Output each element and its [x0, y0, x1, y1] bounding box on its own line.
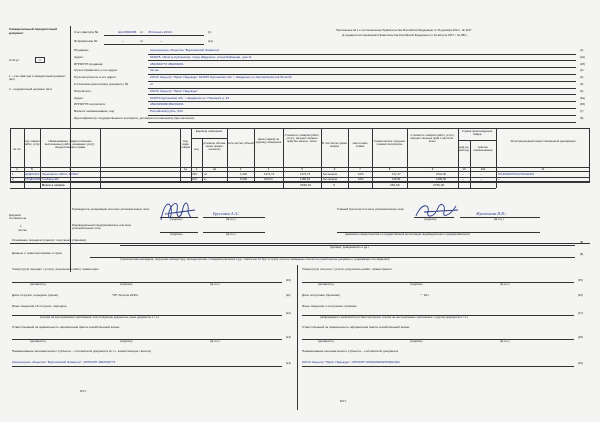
ref-15: [15]: [578, 278, 583, 282]
party-label: Идентификатор государственного контракта, договора (соглашения) (при наличии):: [74, 116, 195, 120]
status-box: 1: [35, 57, 45, 63]
basis-hint: (договор; доверенность и др.): [330, 245, 369, 249]
ref-19: [19]: [578, 361, 583, 365]
head-label: Руководитель организации или иное уполномоченное лицо: [72, 207, 150, 211]
left-entity-label: Наименование экономического субъекта – составителя документа (в т.ч. комиссионера / агента): [12, 349, 151, 353]
column-number: 4: [267, 167, 270, 171]
party-value: 641870 Курганская обл. г. Шадринск ул. Пионерск д. 64: [150, 95, 230, 100]
th-kind: Код вида товара: [181, 139, 190, 150]
party-ref: (7): [580, 109, 584, 114]
table-cell-cost-no-tax: 1168,18: [300, 177, 310, 181]
total-cost-tax: 2795,00: [433, 183, 445, 187]
party-label: Валюта: наименование, код: [74, 109, 115, 114]
table-cell-cost-tax: 1285,00: [436, 177, 447, 181]
table-cell-code: ГЛОДК0163: [25, 177, 41, 181]
right-position-hint: (должность): [318, 282, 334, 286]
th-cost-no-tax: Стоимость товаров (работ, услуг), имущест-венных прав без налога - всего: [284, 133, 320, 144]
ref-14: [14]: [286, 361, 291, 365]
doc-pages-label: Документ составлен на: [9, 213, 27, 221]
ref-18: [18]: [578, 335, 583, 339]
column-number: 5: [301, 167, 303, 171]
table-cell-qty: 5,000: [240, 177, 247, 181]
table-cell-unit-code: 163: [192, 177, 197, 181]
left-resp-position-hint: (должность): [30, 339, 46, 343]
ref-17: [17]: [578, 311, 583, 315]
party-ref: (3): [580, 68, 584, 73]
column-number: 1а: [183, 167, 188, 171]
column-number: Б: [31, 167, 33, 171]
invoice-number: ЦСкЛ000368: [118, 30, 137, 34]
appendix-note: Приложение № 1 к постановлению Правительства Российской Федерации от 26 декабря 2011 г. № 1137: [336, 28, 472, 32]
table-cell-customs: 10130090/070417/0014240/1: [498, 171, 535, 176]
party-ref: (6а): [580, 95, 585, 100]
th-country-name: краткое наименование: [473, 145, 493, 153]
column-number: 11: [541, 167, 545, 171]
correction-date: --: [160, 39, 163, 43]
th-cost-tax: Стоимость товаров (работ, услуг), имущест-венных прав с налогом - всего: [410, 133, 455, 144]
accountant-label: Главный бухгалтер или иное уполномоченное лицо: [337, 207, 404, 211]
transport-label: Данные о транспортировке и грузе: [12, 251, 63, 255]
table-cell-country-code: --: [462, 177, 464, 181]
table-cell-cost-tax: 1510,00: [436, 171, 447, 176]
th-unit: Единица измерения: [195, 129, 223, 133]
th-tax: Сумма налога, предъяв-ляемая покупателю: [373, 139, 406, 147]
transferred-label: Товар (груз) передал / услуги, результаты работ, права сдал: [12, 267, 99, 271]
correction-value: --: [122, 39, 125, 43]
ref-1a: (1а): [208, 39, 213, 43]
table-cell-code: ЦКДОС110: [25, 171, 40, 176]
left-sign-hint: (подпись): [120, 282, 133, 286]
party-label: Покупатель:: [74, 88, 92, 93]
left-mp: М.П.: [80, 389, 87, 393]
party-label: Адрес:: [74, 95, 84, 100]
ref-16: [16]: [578, 293, 583, 297]
table-cell-rate: 10%: [358, 177, 364, 181]
accountant-signature-image: [412, 198, 462, 223]
table-cell-excise: без акциза: [323, 177, 337, 181]
column-number: А: [16, 167, 18, 171]
right-entity-label: Наименование экономического субъекта – составителя документа: [302, 349, 399, 353]
total-label: Всего к оплате: [42, 183, 65, 187]
ref-1: (1): [208, 30, 212, 34]
party-value: 4502029006/450201001: [150, 102, 184, 107]
party-value: КООО Зоцентр "Прият Надежды": [150, 88, 198, 93]
table-cell-excise: без акциза: [323, 171, 337, 176]
column-number: 10: [462, 167, 466, 171]
right-fio-hint: (ф.и.о.): [500, 282, 510, 286]
ref-11: [11]: [286, 293, 291, 297]
column-number: 1: [69, 167, 71, 171]
ip-requisites-hint: (реквизиты свидетельства о государственной регистрации индивидуального предпринимателя): [345, 232, 470, 236]
recv-date-label: Дата получения (приемки): [302, 293, 340, 297]
right-resp-fio-hint: (ф.и.о.): [500, 339, 510, 343]
table-cell-country-code: --: [462, 171, 464, 176]
head-fio-hint: (ф.и.о.): [226, 217, 236, 221]
left-fio-hint: (ф.и.о.): [210, 282, 220, 286]
correction-from-label: от: [140, 39, 144, 43]
party-label: ИНН/КПП покупателя:: [74, 102, 106, 107]
accountant-fio-hint: (ф.и.о.): [494, 217, 504, 221]
column-number: 2: [195, 167, 198, 171]
table-cell-name: Зерносмесь 1400 кг 40-50кг*: [42, 171, 79, 176]
correction-label: Исправление №: [74, 39, 98, 43]
left-other-label: Иные сведения об отгрузке, передаче: [12, 304, 67, 308]
invoice-label: Счет-фактура №: [74, 30, 99, 34]
party-label: Грузополучатель и его адрес:: [74, 75, 117, 80]
ip-fio-hint: (ф.и.о.): [226, 232, 236, 236]
ship-date: "05" Апреля 2019 г.: [112, 293, 140, 297]
table-cell-tax: 137,27: [392, 171, 401, 176]
right-mp: М.П.: [340, 399, 347, 403]
left-position-hint: (должность): [30, 282, 46, 286]
th-no: № п/п: [13, 147, 21, 151]
table-cell-unit-code: 796: [192, 171, 197, 176]
table-cell-qty: 1,000: [240, 171, 247, 176]
party-value: от: [150, 82, 154, 86]
column-number: 3: [239, 167, 242, 171]
table-cell-rate: 10%: [358, 171, 364, 176]
ref-10: [10]: [286, 278, 291, 282]
party-ref: (6): [580, 88, 584, 93]
th-unit-name: условное обозна-чение (нацио-нальное): [203, 141, 226, 152]
party-ref: (2а): [580, 54, 585, 59]
th-name: Наименование товара (описание выполненных работ, оказанных услуг), имущественного права: [44, 139, 96, 150]
recv-date: " " 20 г.: [420, 293, 430, 297]
right-other-hint: (информация о наличии/отсутствии претензии; ссылки на неотъемлемые приложения, и другие документы и т.п.): [320, 315, 468, 319]
ref-8: [8]: [580, 240, 584, 244]
th-customs: Регистрационный номер таможенной декларации: [510, 139, 576, 143]
ref-13: [13]: [286, 335, 291, 339]
party-value: 4502004773 450201001: [150, 61, 184, 66]
table-cell-customs: --: [498, 177, 500, 181]
doc-pages-count: 1: [20, 224, 22, 228]
total-tax: 254,09: [390, 183, 400, 187]
accountant-sign-hint: (подпись): [424, 217, 437, 221]
column-number: 8: [388, 167, 391, 171]
party-value: КООО Зоцентр "Прият Надежды" 641870 Курганская обл. г. Шадринск ул Автомобилистов 60 кв 52: [150, 75, 292, 80]
party-label: К платежно-расчетному документу №: [74, 82, 129, 86]
ip-label: Индивидуальный предприниматель или иное уполномоченное лицо: [72, 223, 132, 231]
table-cell-country-name: --: [480, 177, 482, 181]
column-number: 10а: [480, 167, 486, 171]
left-entity-value: Акционерное общество "Берёзовский Элеватор", ИНН/КПП 4502004773: [12, 360, 116, 364]
table-cell-tax: 116,82: [392, 177, 401, 181]
party-ref: (2б): [580, 61, 586, 66]
right-responsible-label: Ответственный за правильность оформления факта хозяйственной жизни: [302, 325, 410, 329]
column-number: 2а: [212, 167, 217, 171]
ip-sign-hint: (подпись): [170, 232, 183, 236]
party-label: Адрес:: [74, 54, 84, 59]
left-other-hint: (ссылки на неотъемлемые приложения, сопутствующие документы, иные документы и т.п.): [40, 315, 160, 319]
appendix-note-2: (в редакции постановления Правительства Российской Федерации от 19 августа 2017 г. № 981): [342, 33, 467, 37]
th-excise: В том числе сумма акциза: [322, 141, 347, 149]
party-value: 641878, область Курганская, город Шадринск, улица Районная, дом 11: [150, 54, 252, 59]
party-ref: (4): [580, 75, 584, 80]
table-cell-price: 233,64: [264, 177, 273, 181]
party-ref: (6б): [580, 102, 586, 107]
invoice-from-label: от: [140, 30, 144, 34]
th-country: Страна происхождения товара: [461, 129, 493, 137]
basis-label: Основание передачи (сдачи) / получения (приемки): [12, 238, 87, 242]
right-resp-sign-hint: (подпись): [410, 339, 423, 343]
head-sign-hint: (подпись): [170, 217, 183, 221]
party-ref: (5): [580, 82, 584, 86]
ref-12: [12]: [286, 311, 291, 315]
th-rate: Нало-говая ставка: [352, 141, 368, 149]
received-label: Товар (груз) получил / услуги, результаты работ, права принял: [302, 267, 392, 271]
table-cell-unit-name: шт: [204, 171, 208, 176]
total-excise: X: [333, 183, 336, 187]
party-label: Продавец:: [74, 48, 90, 52]
party-ref: (2): [580, 48, 584, 52]
ship-date-label: Дата отгрузки, передачи (сдачи): [12, 293, 59, 297]
party-value: Он же: [150, 68, 159, 73]
accountant-name: Жуковонова И.В./: [476, 211, 506, 216]
head-name: Брусенков А.А./: [213, 211, 240, 216]
invoice-date: 05 Апреля 2019 г.: [148, 30, 174, 34]
right-entity-value: КООО Зоцентр "Прият Надежды", ИНН/КПП 4502029006/450201001: [302, 360, 400, 364]
th-unit-code: код: [194, 147, 199, 151]
party-label: Грузоотправитель и его адрес:: [74, 68, 118, 73]
head-signature-image: [155, 196, 200, 226]
ref-9: [9]: [580, 252, 584, 256]
table-cell-country-name: --: [480, 171, 482, 176]
total-cost-no-tax: 2540,91: [300, 183, 312, 187]
status-note-2: 2 – передаточный документ (акт): [9, 87, 52, 91]
doc-title: Универсальный передаточный документ: [9, 27, 58, 36]
column-number: 7: [359, 167, 361, 171]
table-cell-cost-no-tax: 1372,73: [300, 171, 311, 176]
table-cell-unit-name: кг: [204, 177, 207, 181]
th-qty: Коли-чество (объем): [227, 141, 254, 145]
party-label: ИНН/КПП продавца:: [74, 61, 104, 66]
table-cell-name: Глобфид-4М: [42, 177, 59, 181]
right-resp-position-hint: (должность): [318, 339, 334, 343]
table-cell-no: 1: [12, 171, 14, 176]
party-value: Акционерное общество "Берёзовский Элеватор": [150, 48, 220, 52]
left-resp-fio-hint: (ф.и.о.): [210, 339, 220, 343]
status-label: Статус:: [9, 58, 20, 62]
party-ref: (8): [580, 116, 584, 120]
doc-pages-unit: листах: [18, 228, 27, 232]
th-country-code: циф-ро-вой код: [458, 145, 470, 153]
transport-hint: (транспортная накладная, поручение экспедитору, экспедиторская / складская расписка и др. / масса нетто/ брутто груза, если не приведены ссылки на транспортные документы, содержащие эти сведения): [120, 257, 390, 261]
right-other-label: Иные сведения о получении, приемке: [302, 304, 357, 308]
column-number: 6: [333, 167, 336, 171]
column-number: 9: [431, 167, 434, 171]
left-responsible-label: Ответственный за правильность оформления факта хозяйственной жизни: [12, 325, 120, 329]
right-sign-hint: (подпись): [410, 282, 423, 286]
left-resp-sign-hint: (подпись): [120, 339, 133, 343]
table-cell-price: 1372,73: [264, 171, 275, 176]
status-note-1: 1 – счет-фактура и передаточный документ (акт): [9, 74, 66, 82]
th-price: Цена (тариф) за единицу измерения: [255, 137, 282, 145]
table-cell-no: 2: [12, 177, 14, 181]
party-value: Российский рубль, 643: [150, 109, 183, 114]
th-code: Код товара/ работ, услуг: [24, 139, 40, 147]
